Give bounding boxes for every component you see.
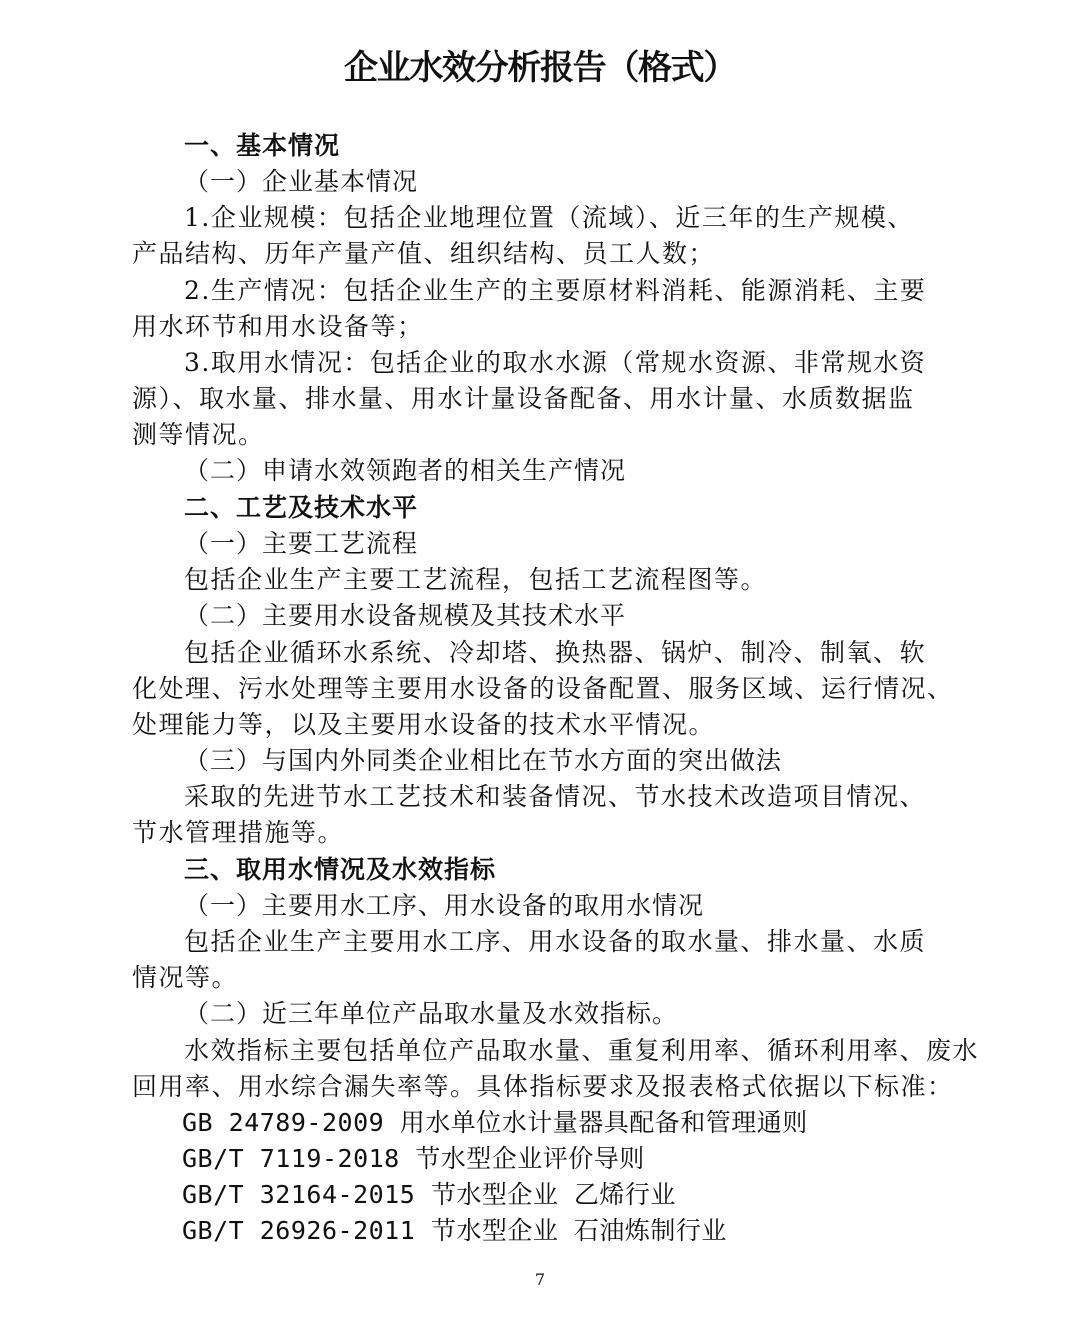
paragraph-line: 包括企业生产主要用水工序、用水设备的取水量、排水量、水质 [184,927,927,956]
standard-reference: GB/T 26926-2011 节水型企业 石油炼制行业 [182,1216,727,1245]
section-heading-3: 三、取用水情况及水效指标 [184,855,497,884]
paragraph-line: 包括企业循环水系统、冷却塔、换热器、锅炉、制冷、制氧、软 [184,638,927,667]
standard-reference: GB 24789-2009 用水单位水计量器具配备和管理通则 [182,1108,808,1137]
paragraph-line: 2.生产情况：包括企业生产的主要原材料消耗、能源消耗、主要 [184,276,927,305]
subsection-heading: （二）近三年单位产品取水量及水效指标。 [184,999,679,1028]
paragraph-line: 产品结构、历年产量产值、组织结构、员工人数； [132,239,716,268]
paragraph-line: 用水环节和用水设备等； [132,312,424,341]
subsection-heading: （三）与国内外同类企业相比在节水方面的突出做法 [184,746,783,775]
paragraph-line: 节水管理措施等。 [132,818,345,847]
paragraph-line: 采取的先进节水工艺技术和装备情况、节水技术改造项目情况、 [184,782,927,811]
paragraph-line: 回用率、用水综合漏失率等。具体指标要求及报表格式依据以下标准： [132,1072,954,1101]
standard-reference: GB/T 7119-2018 节水型企业评价导则 [182,1144,645,1173]
paragraph-line: 化处理、污水处理等主要用水设备的设备配置、服务区域、运行情况、 [132,674,954,703]
subsection-heading: （一）主要用水工序、用水设备的取用水情况 [184,891,705,920]
subsection-heading: （二）申请水效领跑者的相关生产情况 [184,456,627,485]
document-title: 企业水效分析报告（格式） [344,48,736,88]
paragraph-line: 1.企业规模：包括企业地理位置（流域）、近三年的生产规模、 [184,203,914,232]
subsection-heading: （一）企业基本情况 [184,167,419,196]
section-heading-2: 二、工艺及技术水平 [184,493,419,522]
paragraph-line: 水效指标主要包括单位产品取水量、重复利用率、循环利用率、废水 [184,1036,980,1065]
page-number: 7 [534,1270,546,1289]
paragraph-line: 3.取用水情况：包括企业的取水水源（常规水资源、非常规水资 [184,348,927,377]
paragraph-line: 情况等。 [132,963,239,992]
paragraph-line: 测等情况。 [132,420,265,449]
standard-reference: GB/T 32164-2015 节水型企业 乙烯行业 [182,1180,676,1209]
paragraph-line: 处理能力等，以及主要用水设备的技术水平情况。 [132,710,716,739]
paragraph-line: 源）、取水量、排水量、用水计量设备配备、用水计量、水质数据监 [132,384,915,413]
paragraph-line: 包括企业生产主要工艺流程，包括工艺流程图等。 [184,565,768,594]
subsection-heading: （二）主要用水设备规模及其技术水平 [184,601,627,630]
section-heading-1: 一、基本情况 [184,131,341,160]
subsection-heading: （一）主要工艺流程 [184,529,419,558]
